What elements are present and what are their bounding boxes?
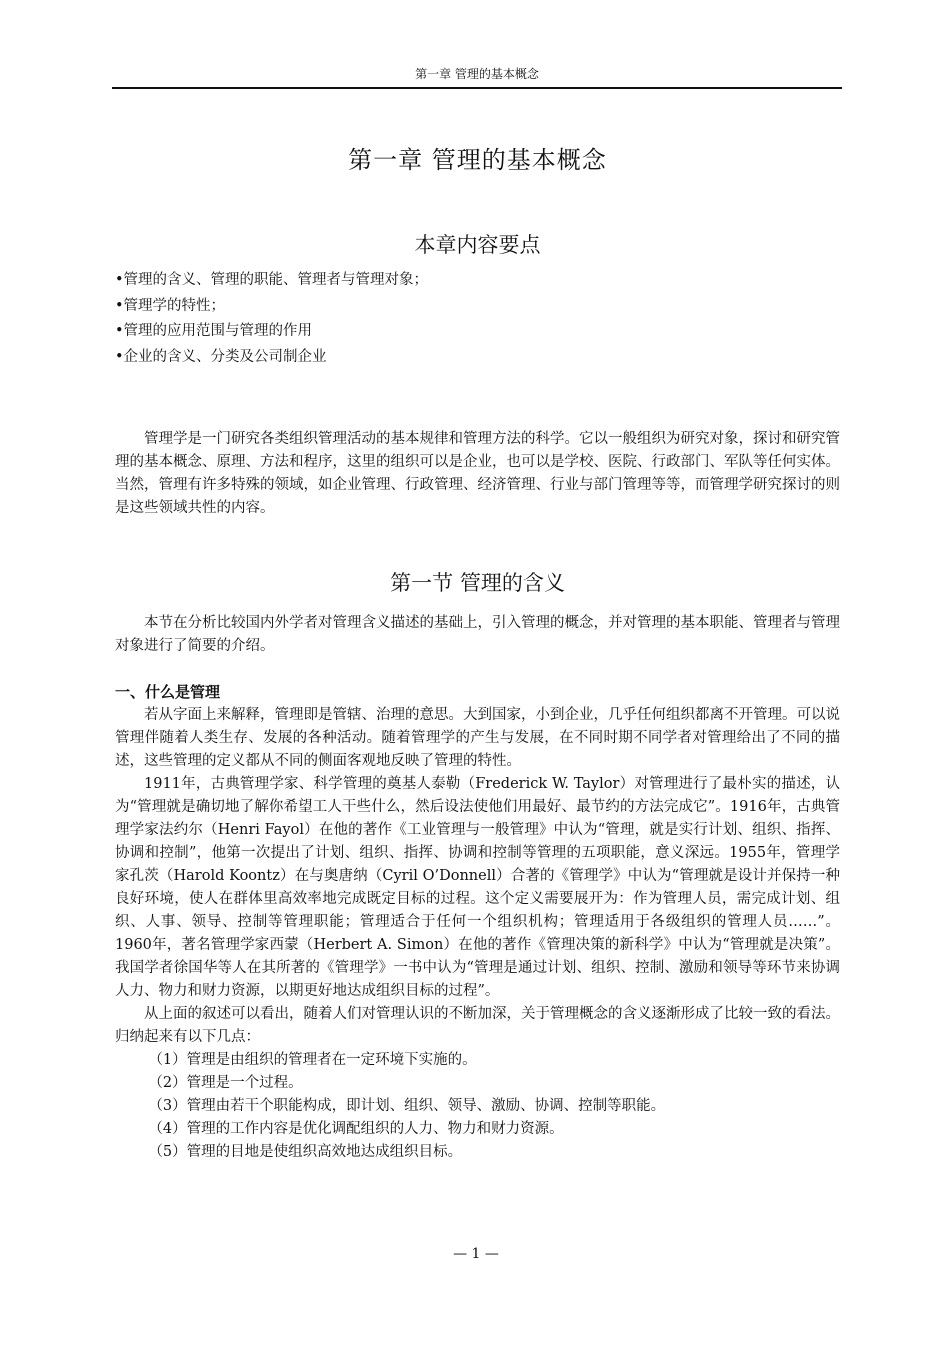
body-paragraph: 若从字面上来解释，管理即是管辖、治理的意思。大到国家，小到企业，几乎任何组织都离不开管理。可以说管理伴随着人类生存、发展的各种活动。随着管理学的产生与发展，在不同时期不同学者对管理给出了不同的描述，这些管理的定义都从不同的侧面客观地反映了管理的特性。 xyxy=(115,707,840,769)
body-paragraph: 从上面的叙述可以看出，随着人们对管理认识的不断加深，关于管理概念的含义逐渐形成了比较一致的看法。归纳起来有以下几点： xyxy=(115,1006,840,1045)
summary-list-item: （5）管理的目地是使组织高效地达成组织目标。 xyxy=(148,1144,463,1160)
section-intro: 本节在分析比较国内外学者对管理含义描述的基础上，引入管理的概念，并对管理的基本职能、管理者与管理对象进行了简要的介绍。 xyxy=(115,615,840,654)
key-points-title: 本章内容要点 xyxy=(414,233,541,257)
running-header: 第一章 管理的基本概念 xyxy=(415,67,539,81)
key-points-list xyxy=(115,268,840,370)
summary-list-item: （4）管理的工作内容是优化调配组织的人力、物力和财力资源。 xyxy=(148,1121,564,1137)
summary-list xyxy=(115,1049,840,1164)
key-point-item: •管理的应用范围与管理的作用 xyxy=(115,323,313,339)
summary-list-item: （3）管理由若干个职能构成，即计划、组织、领导、激励、协调、控制等职能。 xyxy=(148,1098,666,1114)
summary-list-item: （2）管理是一个过程。 xyxy=(148,1075,303,1091)
key-point-item: •管理的含义、管理的职能、管理者与管理对象； xyxy=(115,272,429,288)
subheading: 一、什么是管理 xyxy=(115,683,221,701)
header-rule xyxy=(112,87,842,89)
chapter-title: 第一章 管理的基本概念 xyxy=(348,146,607,174)
page-number: — 1 — xyxy=(453,1246,499,1262)
section-title: 第一节 管理的含义 xyxy=(390,571,565,595)
key-point-item: •企业的含义、分类及公司制企业 xyxy=(115,348,327,365)
intro-paragraph: 管理学是一门研究各类组织管理活动的基本规律和管理方法的科学。它以一般组织为研究对象，探讨和研究管理的基本概念、原理、方法和程序，这里的组织可以是企业，也可以是学校、医院、行政部门、军队等任何实体。当然，管理有许多特殊的领域，如企业管理、行政管理、经济管理、行业与部门管理等等，而管理学研究探讨的则是这些领域共性的内容。 xyxy=(115,431,840,516)
page-content xyxy=(115,140,840,1164)
body-paragraph: 1911年，古典管理学家、科学管理的奠基人泰勒（Frederick W. Taylor）对管理进行了最朴实的描述，认为“管理就是确切地了解你希望工人干些什么，然后设法使他们用最好、最节约的方法完成它”。1916年，古典管理学家法约尔（Henri Fayol）在他的著作《工业管理与一般管理》中认为“管理，就是实行计划、组织、指挥、协调和控制”，他第一次提出了计划、组织、指挥、协调和控制等管理的五项职能，意义深远。1955年，管理学家孔茨（Harold Koontz）在与奥唐纳（Cyril O’Donnell）合著的《管理学》中认为“管理就是设计并保持一种良好环境，使人在群体里高效率地完成既定目标的过程。这个定义需要展开为：作为管理人员，需完成计划、组织、人事、领导、控制等管理职能；管理适合于任何一个组织机构；管理适用于各级组织的管理人员……”。1960年，著名管理学家西蒙（Herbert A. Simon）在他的著作《管理决策的新科学》中认为“管理就是决策”。我国学者徐国华等人在其所著的《管理学》一书中认为“管理是通过计划、组织、控制、激励和领导等环节来协调人力、物力和财力资源，以期更好地达成组织目标的过程”。 xyxy=(115,776,840,999)
summary-list-item: （1）管理是由组织的管理者在一定环境下实施的。 xyxy=(148,1052,477,1068)
key-point-item: •管理学的特性； xyxy=(115,297,226,314)
